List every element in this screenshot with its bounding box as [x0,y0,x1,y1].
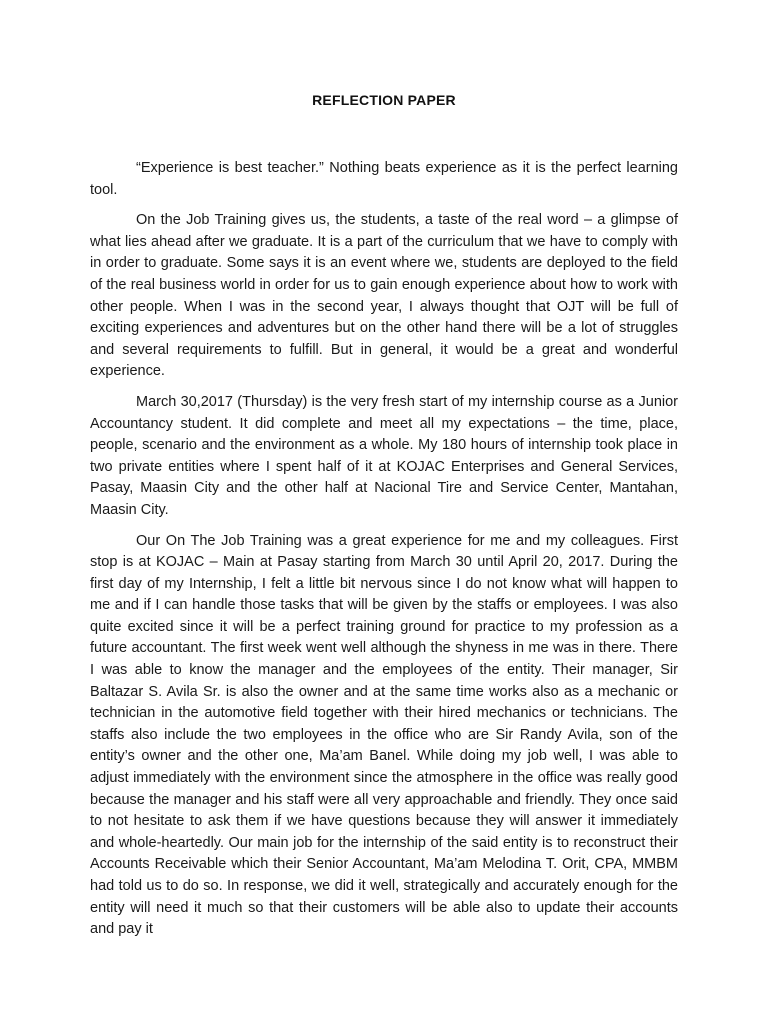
document-body [90,158,678,950]
paragraph-intro-quote: “Experience is best teacher.” Nothing beats experience as it is the perfect learning tool. [90,160,678,198]
paragraph-ojt-overview: On the Job Training gives us, the students, a taste of the real word – a glimpse of what lies ahead after we graduate. It is a part of the curriculum that we have to comply with in order to graduate. Some says it is an event where we, students are deployed to the field of the real business world in order for us to gain enough experience about how to work with other people. When I was in the second year, I always thought that OJT will be full of exciting experiences and adventures but on the other hand there will be a lot of struggles and several requirements to fulfill. But in general, it would be a great and wonderful experience. [90,212,678,380]
paragraph-kojac-experience: Our On The Job Training was a great experience for me and my colleagues. First stop is at KOJAC – Main at Pasay starting from March 30 until April 20, 2017. During the first day of my Internship, I felt a little bit nervous since I do not know what will happen to me and if I can handle those tasks that will be given by the staffs or employees. I was also quite excited since it will be a perfect training ground for practice to my profession as a future accountant. The first week went well although the shyness in me was in there. There I was able to know the manager and the employees of the entity. Their manager, Sir Baltazar S. Avila Sr. is also the owner and at the same time works also as a mechanic or technician in the automotive field together with their hired mechanics or technicians. The staffs also include the two employees in the office who are Sir Randy Avila, son of the entity’s owner and the other one, Ma’am Banel. While doing my job well, I was able to adjust immediately with the environment since the atmosphere in the office was really good because the manager and his staff were all very approachable and friendly. They once said to not hesitate to ask them if we have questions because they will answer it immediately and whole-heartedly. Our main job for the internship of the said entity is to reconstruct their Accounts Receivable which their Senior Accountant, Ma’am Melodina T. Orit, CPA, MMBM had told us to do so. In response, we did it well, strategically and accurately enough for the entity will need it much so that their customers will be able also to update their accounts and pay it [90,532,678,938]
paragraph-internship-start: March 30,2017 (Thursday) is the very fresh start of my internship course as a Junior Accountancy student. It did complete and meet all my expectations – the time, place, people, scenario and the environment as a whole. My 180 hours of internship took place in two private entities where I spent half of it at KOJAC Enterprises and General Services, Pasay, Maasin City and the other half at Nacional Tire and Service Center, Mantahan, Maasin City. [90,393,678,518]
document-title: REFLECTION PAPER [312,92,456,108]
